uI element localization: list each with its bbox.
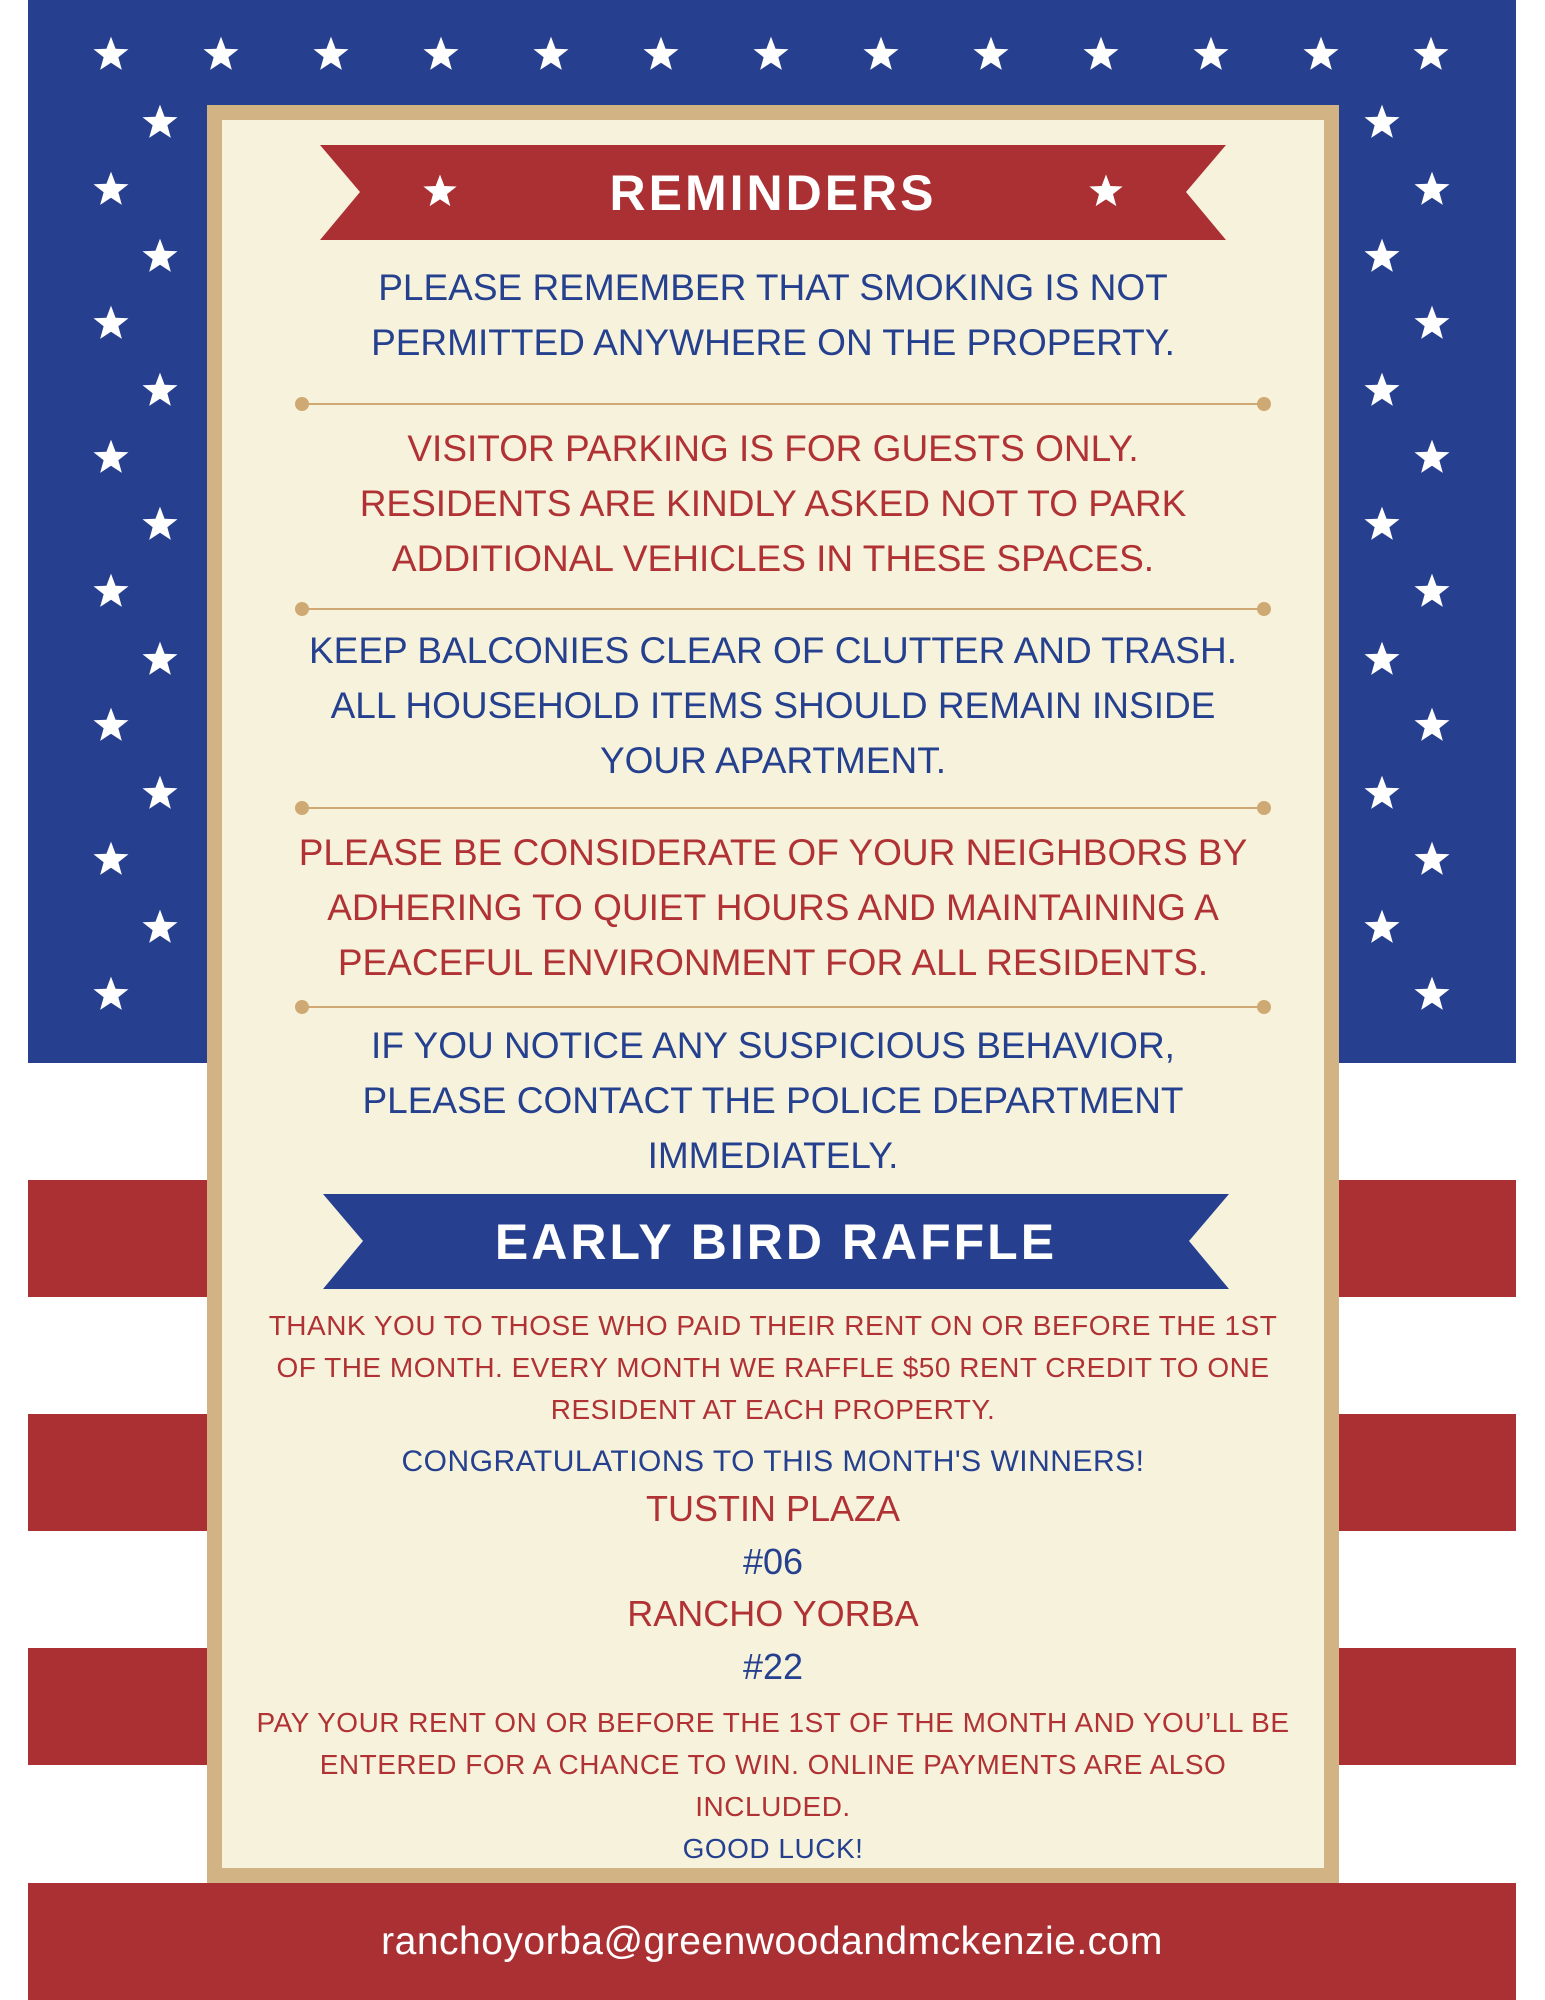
reminders-banner — [320, 145, 1226, 240]
star-icon — [90, 34, 132, 76]
raffle-pay-info: PAY YOUR RENT ON OR BEFORE THE 1ST OF THE MONTH AND YOU’LL BE ENTERED FOR A CHANCE TO WIN. ONLINE PAYMENTS ARE ALSO INCLUDED. — [256, 1707, 1290, 1822]
reminder-balconies: KEEP BALCONIES CLEAR OF CLUTTER AND TRASH. ALL HOUSEHOLD ITEMS SHOULD REMAIN INSIDE YOUR APARTMENT. — [309, 630, 1237, 781]
winner-property: RANCHO YORBA — [627, 1593, 919, 1634]
reminder-visitor-parking: VISITOR PARKING IS FOR GUESTS ONLY. RESIDENTS ARE KINDLY ASKED NOT TO PARK ADDITIONAL VEHICLES IN THESE SPACES. — [359, 428, 1187, 579]
star-icon — [1361, 236, 1403, 278]
star-icon — [640, 34, 682, 76]
star-icon — [1411, 571, 1453, 613]
reminder-quiet-hours: PLEASE BE CONSIDERATE OF YOUR NEIGHBORS BY ADHERING TO QUIET HOURS AND MAINTAINING A PEACEFUL ENVIRONMENT FOR ALL RESIDENTS. — [298, 832, 1248, 983]
star-icon — [139, 504, 181, 546]
star-icon — [90, 705, 132, 747]
star-icon — [310, 34, 352, 76]
reminder-no-smoking: PLEASE REMEMBER THAT SMOKING IS NOT PERMITTED ANYWHERE ON THE PROPERTY. — [371, 267, 1175, 363]
star-icon — [1190, 34, 1232, 76]
raffle-congrats: CONGRATULATIONS TO THIS MONTH'S WINNERS! — [401, 1445, 1145, 1478]
raffle-title: EARLY BIRD RAFFLE — [494, 1213, 1058, 1270]
star-icon — [530, 34, 572, 76]
star-icon — [139, 907, 181, 949]
good-luck: GOOD LUCK! — [682, 1833, 864, 1864]
star-icon — [1361, 773, 1403, 815]
star-icon — [1361, 370, 1403, 412]
star-icon — [1080, 34, 1122, 76]
section-divider — [302, 403, 1264, 405]
star-icon — [750, 34, 792, 76]
reminders-title: REMINDERS — [609, 164, 937, 221]
reminder-suspicious-behavior: IF YOU NOTICE ANY SUSPICIOUS BEHAVIOR, PLEASE CONTACT THE POLICE DEPARTMENT IMMEDIATELY. — [362, 1025, 1184, 1176]
star-icon — [90, 303, 132, 345]
star-icon — [90, 437, 132, 479]
star-icon — [200, 34, 242, 76]
star-icon — [1411, 437, 1453, 479]
star-icon — [970, 34, 1012, 76]
star-icon — [90, 571, 132, 613]
winner-property: TUSTIN PLAZA — [645, 1488, 901, 1529]
star-icon — [1361, 102, 1403, 144]
star-icon — [90, 839, 132, 881]
star-icon — [139, 370, 181, 412]
star-icon — [1300, 34, 1342, 76]
raffle-thanks: THANK YOU TO THOSE WHO PAID THEIR RENT ON OR BEFORE THE 1ST OF THE MONTH. EVERY MONTH WE RAFFLE $50 RENT CREDIT TO ONE RESIDENT AT EACH PROPERTY. — [268, 1310, 1278, 1425]
raffle-banner — [323, 1194, 1229, 1289]
star-icon — [139, 773, 181, 815]
star-icon — [90, 169, 132, 211]
star-icon — [139, 639, 181, 681]
star-icon — [1411, 303, 1453, 345]
star-icon — [860, 34, 902, 76]
star-icon — [1411, 705, 1453, 747]
winner-unit: #06 — [742, 1541, 804, 1582]
star-icon — [1411, 839, 1453, 881]
star-icon — [139, 102, 181, 144]
notice-card — [207, 105, 1339, 1883]
section-divider — [302, 807, 1264, 809]
section-divider — [302, 1006, 1264, 1008]
star-icon — [1361, 907, 1403, 949]
star-icon — [1411, 974, 1453, 1016]
star-icon — [139, 236, 181, 278]
star-icon — [1361, 504, 1403, 546]
star-icon — [420, 34, 462, 76]
section-divider — [302, 608, 1264, 610]
winner-unit: #22 — [742, 1646, 804, 1687]
star-icon — [1086, 172, 1126, 212]
star-icon — [90, 974, 132, 1016]
star-icon — [1410, 34, 1452, 76]
star-icon — [1361, 639, 1403, 681]
footer-email[interactable]: ranchoyorba@greenwoodandmckenzie.com — [381, 1919, 1163, 1963]
star-icon — [1411, 169, 1453, 211]
